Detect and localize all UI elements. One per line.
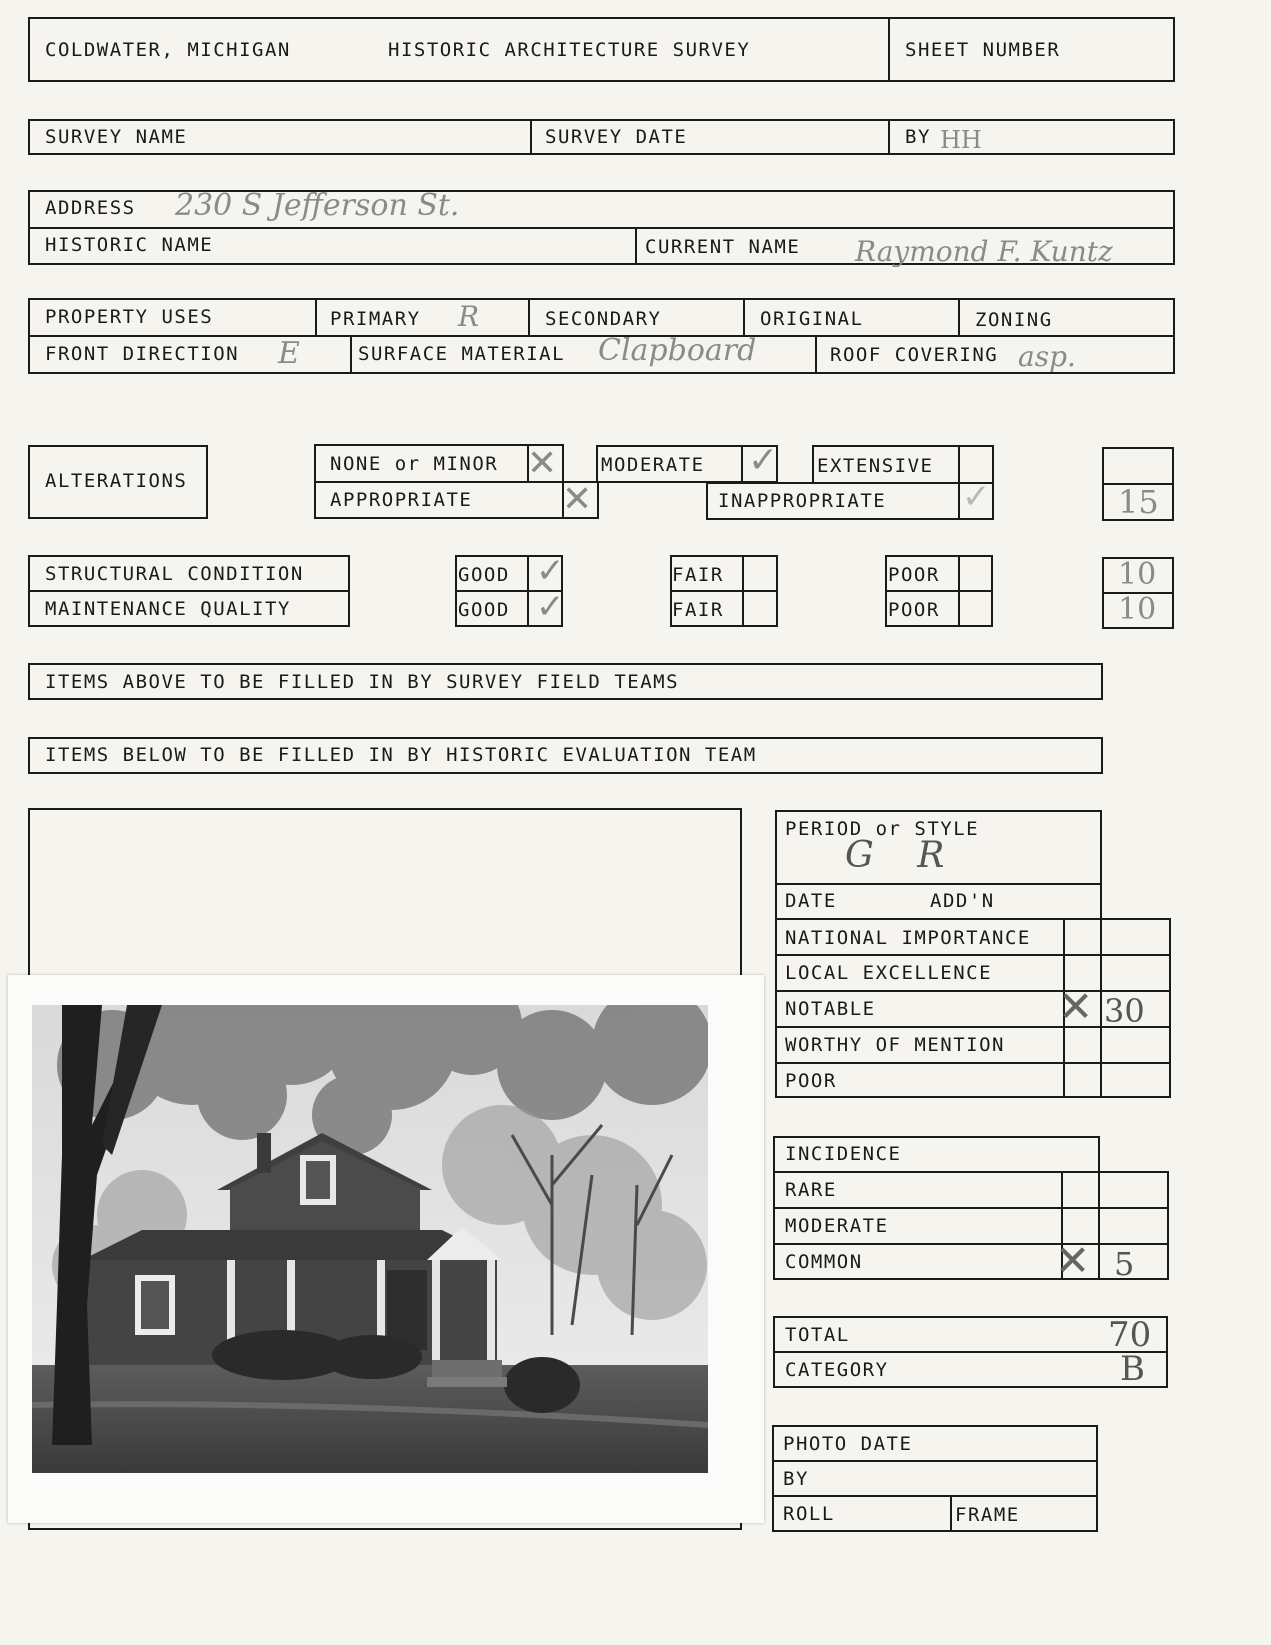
moderate-label: MODERATE bbox=[601, 454, 705, 476]
date-label: DATE bbox=[785, 890, 837, 912]
roll-label: ROLL bbox=[783, 1503, 835, 1525]
header-title: HISTORIC ARCHITECTURE SURVEY bbox=[388, 39, 751, 61]
common-cross: ✕ bbox=[1055, 1236, 1091, 1285]
note-below: ITEMS BELOW TO BE FILLED IN BY HISTORIC EVALUATION TEAM bbox=[45, 744, 757, 766]
roof-covering-value: asp. bbox=[1018, 340, 1076, 373]
category-label: CATEGORY bbox=[785, 1359, 889, 1381]
notable-score: 30 bbox=[1104, 992, 1145, 1030]
category-value: B bbox=[1120, 1349, 1145, 1389]
address-value: 230 S Jefferson St. bbox=[175, 188, 460, 223]
secondary-label: SECONDARY bbox=[545, 308, 662, 330]
zoning-label: ZONING bbox=[975, 309, 1053, 331]
primary-value: R bbox=[458, 300, 480, 333]
original-label: ORIGINAL bbox=[760, 308, 864, 330]
surface-material-label: SURFACE MATERIAL bbox=[358, 343, 566, 365]
front-direction-value: E bbox=[278, 336, 300, 371]
incidence-moderate-label: MODERATE bbox=[785, 1215, 889, 1237]
total-label: TOTAL bbox=[785, 1324, 850, 1346]
property-uses-label: PROPERTY USES bbox=[45, 306, 214, 328]
common-score: 5 bbox=[1114, 1245, 1135, 1283]
period-label: PERIOD or STYLE bbox=[785, 818, 980, 840]
appropriate-label: APPROPRIATE bbox=[330, 489, 473, 511]
note-above: ITEMS ABOVE TO BE FILLED IN BY SURVEY FIELD TEAMS bbox=[45, 671, 680, 693]
structural-fair-label: FAIR bbox=[672, 564, 724, 586]
survey-date-label: SURVEY DATE bbox=[545, 126, 688, 148]
common-label: COMMON bbox=[785, 1251, 863, 1273]
front-direction-label: FRONT DIRECTION bbox=[45, 343, 240, 365]
incidence-label: INCIDENCE bbox=[785, 1143, 902, 1165]
address-label: ADDRESS bbox=[45, 197, 136, 219]
header-city: COLDWATER, MICHIGAN bbox=[45, 39, 291, 61]
structural-good-check: ✓ bbox=[536, 551, 565, 591]
total-value: 70 bbox=[1108, 1315, 1152, 1355]
structural-condition-label: STRUCTURAL CONDITION bbox=[45, 563, 304, 585]
current-name-value: Raymond F. Kuntz bbox=[855, 235, 1113, 268]
maintenance-quality-label: MAINTENANCE QUALITY bbox=[45, 598, 291, 620]
worthy-label: WORTHY OF MENTION bbox=[785, 1034, 1005, 1056]
sheet-number-label: SHEET NUMBER bbox=[905, 39, 1061, 61]
extensive-label: EXTENSIVE bbox=[817, 455, 934, 477]
none-minor-cross: ✕ bbox=[527, 443, 558, 484]
current-name-label: CURRENT NAME bbox=[645, 236, 801, 258]
survey-by-value: HH bbox=[940, 126, 982, 154]
maintenance-score: 10 bbox=[1118, 592, 1157, 627]
inappropriate-check: ✓ bbox=[962, 477, 991, 517]
national-importance-label: NATIONAL IMPORTANCE bbox=[785, 927, 1031, 949]
alterations-label: ALTERATIONS bbox=[45, 470, 188, 492]
roof-covering-label: ROOF COVERING bbox=[830, 344, 999, 366]
notable-cross: ✕ bbox=[1058, 982, 1094, 1031]
notable-label: NOTABLE bbox=[785, 998, 876, 1020]
historic-name-label: HISTORIC NAME bbox=[45, 234, 214, 256]
house-photo bbox=[8, 975, 764, 1523]
period-value: G R bbox=[845, 835, 961, 876]
surface-material-value: Clapboard bbox=[598, 333, 757, 368]
survey-name-label: SURVEY NAME bbox=[45, 126, 188, 148]
moderate-check: ✓ bbox=[748, 440, 779, 481]
photo-by-label: BY bbox=[783, 1468, 809, 1490]
inappropriate-label: INAPPROPRIATE bbox=[718, 490, 887, 512]
none-or-minor-label: NONE or MINOR bbox=[330, 453, 499, 475]
maintenance-poor-label: POOR bbox=[888, 599, 940, 621]
addn-label: ADD'N bbox=[930, 890, 995, 912]
maintenance-good-label: GOOD bbox=[458, 599, 510, 621]
appropriate-cross: ✕ bbox=[562, 479, 593, 520]
photo-date-label: PHOTO DATE bbox=[783, 1433, 913, 1455]
rare-label: RARE bbox=[785, 1179, 837, 1201]
survey-by-label: BY bbox=[905, 126, 931, 148]
house-photo-image bbox=[32, 1005, 708, 1473]
local-excellence-label: LOCAL EXCELLENCE bbox=[785, 962, 993, 984]
frame-label: FRAME bbox=[955, 1504, 1020, 1526]
maintenance-fair-label: FAIR bbox=[672, 599, 724, 621]
primary-label: PRIMARY bbox=[330, 308, 421, 330]
alterations-score: 15 bbox=[1118, 483, 1159, 521]
structural-good-label: GOOD bbox=[458, 564, 510, 586]
structural-poor-label: POOR bbox=[888, 564, 940, 586]
evaluation-poor-label: POOR bbox=[785, 1070, 837, 1092]
maintenance-good-check: ✓ bbox=[536, 587, 565, 627]
structural-score: 10 bbox=[1118, 557, 1157, 592]
